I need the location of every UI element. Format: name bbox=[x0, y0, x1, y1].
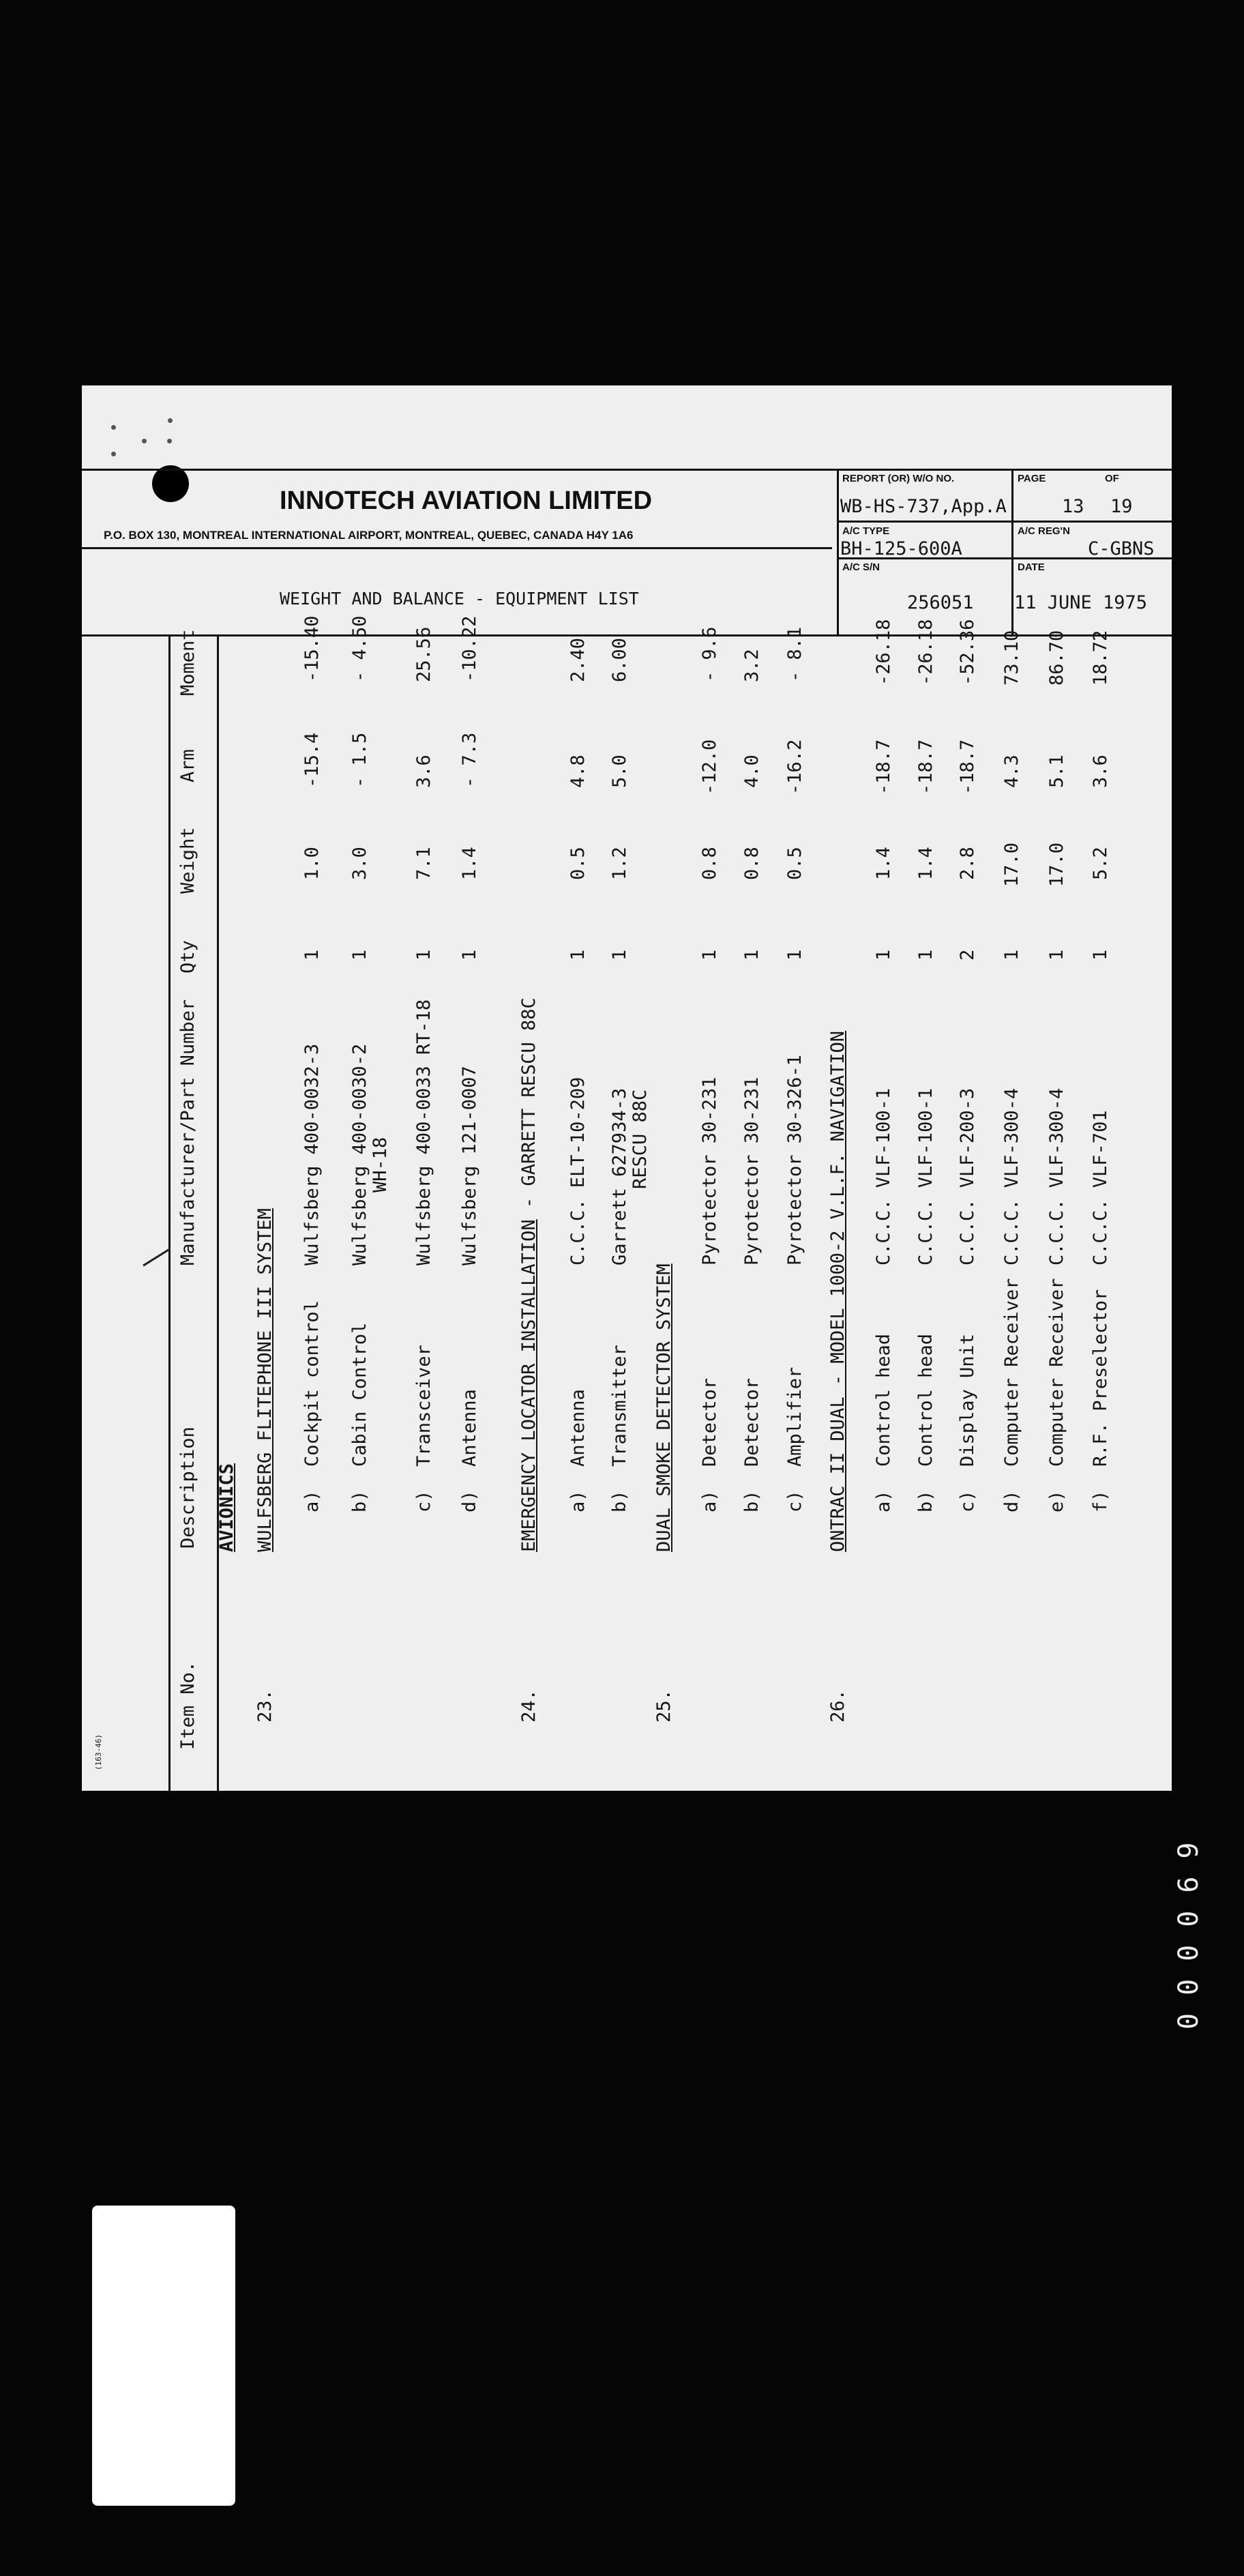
page-total: 19 bbox=[1110, 496, 1133, 517]
header-box-rule bbox=[837, 521, 1172, 523]
row-qty: 1 bbox=[413, 949, 434, 961]
row-moment: 18.72 bbox=[1090, 630, 1111, 686]
punch-hole bbox=[152, 465, 189, 502]
header-top-rule bbox=[82, 469, 1172, 471]
row-qty: 1 bbox=[1046, 949, 1067, 961]
row-description: R.F. Preselector bbox=[1090, 1289, 1111, 1467]
page-number: 13 bbox=[1062, 496, 1084, 517]
row-letter: c) bbox=[957, 1490, 978, 1512]
ac-reg-value: C-GBNS bbox=[1088, 538, 1155, 559]
speck bbox=[111, 452, 116, 456]
row-part: C.C.C. VLF-100-1 bbox=[915, 1087, 936, 1265]
row-weight: 0.5 bbox=[567, 847, 589, 880]
ac-sn-label: A/C S/N bbox=[842, 561, 880, 573]
row-moment: -15.40 bbox=[301, 615, 323, 682]
row-description: Detector bbox=[699, 1377, 720, 1467]
row-description: Transceiver bbox=[413, 1345, 434, 1467]
row-letter: e) bbox=[1046, 1490, 1067, 1512]
col-qty: Qty bbox=[177, 940, 198, 974]
col-description: Description bbox=[177, 1426, 198, 1549]
row-weight: 7.1 bbox=[413, 847, 434, 880]
row-qty: 1 bbox=[1090, 949, 1111, 961]
speck bbox=[168, 418, 173, 423]
row-part: C.C.C. VLF-300-4 bbox=[1001, 1087, 1022, 1265]
row-qty: 1 bbox=[1001, 949, 1022, 961]
row-arm: -18.7 bbox=[915, 739, 936, 795]
row-weight: 1.4 bbox=[915, 847, 936, 880]
row-description: Cabin Control bbox=[349, 1322, 370, 1467]
row-moment: -26.18 bbox=[873, 619, 894, 686]
row-part: C.C.C. ELT-10-209 bbox=[567, 1077, 589, 1265]
row-moment: - 8.1 bbox=[784, 626, 805, 682]
row-description: Control head bbox=[873, 1333, 894, 1467]
row-moment: -26.18 bbox=[915, 619, 936, 686]
row-arm: -15.4 bbox=[301, 732, 323, 788]
report-label: REPORT (OR) W/O NO. bbox=[842, 473, 955, 484]
row-letter: d) bbox=[459, 1490, 480, 1512]
row-part: C.C.C. VLF-100-1 bbox=[873, 1087, 894, 1265]
row-weight: 0.8 bbox=[699, 847, 720, 880]
company-name: INNOTECH AVIATION LIMITED bbox=[280, 486, 653, 515]
row-description: Antenna bbox=[459, 1389, 480, 1467]
row-moment: - 4.50 bbox=[349, 615, 370, 682]
row-weight: 1.4 bbox=[873, 847, 894, 880]
row-arm: 3.6 bbox=[413, 755, 434, 788]
row-moment: -10.22 bbox=[459, 615, 480, 682]
row-moment: 3.2 bbox=[741, 649, 762, 682]
row-description: Display Unit bbox=[957, 1333, 978, 1467]
row-part: Wulfsberg 121-0007 bbox=[459, 1066, 480, 1265]
ac-type-label: A/C TYPE bbox=[842, 525, 890, 537]
row-part: C.C.C. VLF-701 bbox=[1090, 1110, 1111, 1265]
row-description: Transmitter bbox=[609, 1345, 630, 1467]
header-divider bbox=[1011, 469, 1013, 636]
row-letter: b) bbox=[349, 1490, 370, 1512]
row-weight: 1.2 bbox=[609, 847, 630, 880]
row-arm: - 7.3 bbox=[459, 732, 480, 788]
row-letter: a) bbox=[567, 1490, 589, 1512]
section-heading: AVIONICS bbox=[216, 1463, 237, 1552]
column-header-rule bbox=[217, 634, 219, 1791]
row-part: Pyrotector 30-231 bbox=[741, 1077, 762, 1265]
group-title: DUAL SMOKE DETECTOR SYSTEM bbox=[653, 1263, 675, 1552]
row-weight: 1.0 bbox=[301, 847, 323, 880]
col-item-no: Item No. bbox=[177, 1660, 198, 1750]
ac-reg-label: A/C REG'N bbox=[1018, 525, 1070, 537]
row-weight: 1.4 bbox=[459, 847, 480, 880]
row-qty: 1 bbox=[459, 949, 480, 961]
header-mid-rule bbox=[82, 547, 832, 549]
row-weight: 0.5 bbox=[784, 847, 805, 880]
row-part: Garrett 627934-3 bbox=[609, 1087, 630, 1265]
row-arm: 4.3 bbox=[1001, 755, 1022, 788]
ac-type-value: BH-125-600A bbox=[840, 538, 962, 559]
row-letter: c) bbox=[413, 1490, 434, 1512]
row-weight: 17.0 bbox=[1001, 842, 1022, 887]
item-number: 24. bbox=[518, 1689, 539, 1723]
date-label: DATE bbox=[1018, 561, 1045, 573]
of-label: OF bbox=[1105, 473, 1119, 484]
group-title: WULFSBERG FLITEPHONE III SYSTEM bbox=[254, 1208, 276, 1552]
film-leader-tab bbox=[92, 2206, 235, 2506]
row-arm: -18.7 bbox=[873, 739, 894, 795]
row-part: Wulfsberg 400-0033 RT-18 bbox=[413, 999, 434, 1265]
speck bbox=[167, 439, 172, 443]
row-letter: b) bbox=[915, 1490, 936, 1512]
row-qty: 1 bbox=[873, 949, 894, 961]
group-title-line bbox=[518, 997, 539, 1552]
row-letter: b) bbox=[741, 1490, 762, 1512]
group-title-suffix: - GARRETT RESCU 88C bbox=[518, 997, 539, 1220]
row-part: Wulfsberg 400-0030-2 bbox=[349, 1043, 370, 1265]
row-arm: 5.0 bbox=[609, 755, 630, 788]
row-part: C.C.C. VLF-300-4 bbox=[1046, 1087, 1067, 1265]
row-moment: 86.70 bbox=[1046, 630, 1067, 686]
header-divider bbox=[837, 469, 839, 636]
row-part: Wulfsberg 400-0032-3 bbox=[301, 1043, 323, 1265]
row-moment: - 9.6 bbox=[699, 626, 720, 682]
row-qty: 2 bbox=[957, 949, 978, 961]
row-qty: 1 bbox=[699, 949, 720, 961]
item-number: 26. bbox=[827, 1689, 848, 1723]
speck bbox=[111, 425, 116, 430]
row-arm: 4.8 bbox=[567, 755, 589, 788]
row-letter: a) bbox=[699, 1490, 720, 1512]
row-part-continued: RESCU 88C bbox=[630, 1089, 651, 1189]
row-letter: d) bbox=[1001, 1490, 1022, 1512]
form-code: (163-46) bbox=[94, 1734, 103, 1770]
row-description: Computer Receiver bbox=[1046, 1278, 1067, 1467]
row-description: Cockpit control bbox=[301, 1300, 323, 1467]
ac-sn-value: 256051 bbox=[907, 592, 974, 613]
row-description: Computer Receiver bbox=[1001, 1278, 1022, 1467]
col-weight: Weight bbox=[177, 827, 198, 894]
item-number: 23. bbox=[254, 1689, 276, 1723]
row-arm: -12.0 bbox=[699, 739, 720, 795]
row-arm: -16.2 bbox=[784, 739, 805, 795]
page-label: PAGE bbox=[1018, 473, 1046, 484]
date-value: 11 JUNE 1975 bbox=[1014, 592, 1148, 613]
row-letter: a) bbox=[301, 1490, 323, 1512]
row-moment: 6.00 bbox=[609, 637, 630, 682]
row-arm: 5.1 bbox=[1046, 755, 1067, 788]
row-qty: 1 bbox=[301, 949, 323, 961]
row-arm: 4.0 bbox=[741, 755, 762, 788]
col-part-number: Manufacturer/Part Number bbox=[177, 999, 198, 1265]
company-address: P.O. BOX 130, MONTREAL INTERNATIONAL AIRPORT, MONTREAL, QUEBEC, CANADA H4Y 1A6 bbox=[104, 529, 634, 542]
row-arm: - 1.5 bbox=[349, 732, 370, 788]
row-moment: 73.10 bbox=[1001, 630, 1022, 686]
row-weight: 3.0 bbox=[349, 847, 370, 880]
frame-number: 000069 bbox=[1173, 1824, 1204, 2030]
row-arm: 3.6 bbox=[1090, 755, 1111, 788]
row-description: Antenna bbox=[567, 1389, 589, 1467]
row-description: Amplifier bbox=[784, 1366, 805, 1467]
row-moment: 25.56 bbox=[413, 626, 434, 682]
row-letter: c) bbox=[784, 1490, 805, 1512]
document-page bbox=[82, 385, 1172, 1791]
row-weight: 2.8 bbox=[957, 847, 978, 880]
row-part: C.C.C. VLF-200-3 bbox=[957, 1087, 978, 1265]
pen-mark bbox=[143, 1248, 171, 1267]
row-qty: 1 bbox=[784, 949, 805, 961]
row-qty: 1 bbox=[741, 949, 762, 961]
report-number: WB-HS-737,App.A bbox=[840, 496, 1007, 517]
item-number: 25. bbox=[653, 1689, 675, 1723]
row-qty: 1 bbox=[609, 949, 630, 961]
row-qty: 1 bbox=[915, 949, 936, 961]
row-weight: 17.0 bbox=[1046, 842, 1067, 887]
row-weight: 0.8 bbox=[741, 847, 762, 880]
row-letter: f) bbox=[1090, 1490, 1111, 1512]
table-left-rule bbox=[168, 634, 171, 1791]
row-arm: -18.7 bbox=[957, 739, 978, 795]
group-title: EMERGENCY LOCATOR INSTALLATION bbox=[518, 1219, 539, 1552]
row-letter: a) bbox=[873, 1490, 894, 1512]
row-weight: 5.2 bbox=[1090, 847, 1111, 880]
row-qty: 1 bbox=[349, 949, 370, 961]
row-description: Detector bbox=[741, 1377, 762, 1467]
row-part: Pyrotector 30-326-1 bbox=[784, 1055, 805, 1265]
group-title: ONTRAC II DUAL - MODEL 1000-2 V.L.F. NAVIGATION bbox=[827, 1030, 848, 1552]
row-moment: 2.40 bbox=[567, 637, 589, 682]
row-part-continued: WH-18 bbox=[370, 1137, 391, 1192]
row-description: Control head bbox=[915, 1333, 936, 1467]
col-arm: Arm bbox=[177, 749, 198, 782]
col-moment: Moment bbox=[177, 629, 198, 696]
row-moment: -52.36 bbox=[957, 619, 978, 686]
row-part: Pyrotector 30-231 bbox=[699, 1077, 720, 1265]
row-qty: 1 bbox=[567, 949, 589, 961]
document-title: WEIGHT AND BALANCE - EQUIPMENT LIST bbox=[280, 589, 639, 609]
row-letter: b) bbox=[609, 1490, 630, 1512]
speck bbox=[142, 439, 147, 443]
